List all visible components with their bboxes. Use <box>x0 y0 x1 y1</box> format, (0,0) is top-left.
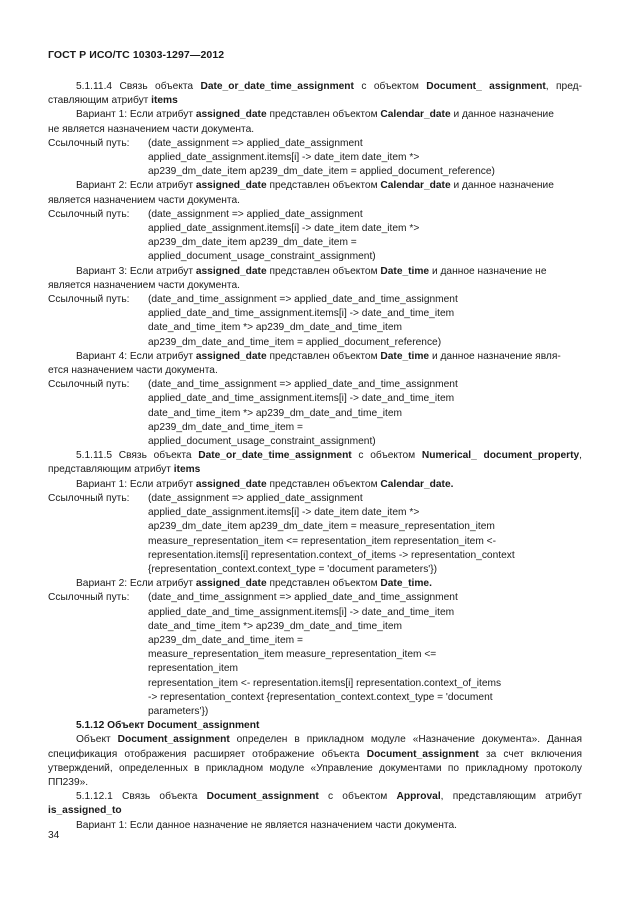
text-run: representation_item <box>148 663 239 675</box>
text-line <box>48 634 582 648</box>
text-line <box>48 307 582 321</box>
text-run: не является назначением части документа. <box>48 123 255 135</box>
text-run: (date_assignment => applied_date_assignment <box>148 208 363 220</box>
text-line <box>48 677 582 691</box>
page-content <box>48 80 582 833</box>
bold-term: items <box>151 95 178 107</box>
text-run: представлен объектом <box>266 578 381 590</box>
text-line <box>48 108 582 122</box>
text-run: ap239_dm_date_and_time_item = <box>148 421 303 433</box>
text-run: , представляющим атрибут <box>440 791 583 803</box>
text-run: (date_and_time_assignment => applied_date_and_time_assignment <box>148 294 458 306</box>
page-header: ГОСТ Р ИСО/ТС 10303-1297—2012 <box>48 49 225 61</box>
text-line <box>48 463 582 477</box>
text-line <box>48 194 582 208</box>
text-run: представляющим атрибут <box>48 464 174 476</box>
text-line <box>48 80 582 94</box>
text-run: ap239_dm_date_item ap239_dm_date_item = measure_representation_item <box>148 521 495 533</box>
text-line <box>48 535 582 549</box>
bold-term: Calendar_date <box>380 109 451 121</box>
text-line <box>48 279 582 293</box>
bold-term: Date_or_date_time_assignment <box>198 450 352 462</box>
text-line <box>48 733 582 747</box>
text-run: представлен объектом <box>266 109 381 121</box>
text-line <box>48 449 582 463</box>
bold-term: Document_ assignment <box>426 81 546 92</box>
text-line <box>48 407 582 421</box>
text-line <box>48 435 582 449</box>
text-run: является назначением части документа. <box>48 194 240 206</box>
text-run: утверждений, определенных в прикладном модуле «Управление документами по прикладному протоколу <box>48 762 582 774</box>
text-run: ставляющим атрибут <box>48 95 152 107</box>
bold-term: Document_assignment <box>366 748 479 760</box>
text-run: 5.1.12.1 Связь объекта <box>76 791 207 803</box>
bold-term: Date_time. <box>380 578 432 590</box>
text-run: applied_date_assignment.items[i] -> date_item date_item *> <box>148 152 420 164</box>
text-run: за счет включения <box>478 748 582 760</box>
text-run: ap239_dm_date_item ap239_dm_date_item = applied_document_reference) <box>148 166 495 178</box>
reference-path-label: Ссылочный путь: <box>48 379 130 391</box>
text-run: applied_date_and_time_assignment.items[i] -> date_and_time_item <box>148 393 455 405</box>
text-line <box>48 378 582 392</box>
text-run: ПП239». <box>48 776 89 788</box>
text-line <box>48 804 582 818</box>
bold-term: assigned_date <box>195 109 267 121</box>
text-run: и данное назначение <box>450 180 554 192</box>
text-line <box>48 620 582 634</box>
bold-term: Calendar_date <box>380 180 451 192</box>
text-run: ap239_dm_date_and_time_item = <box>148 634 303 646</box>
text-run: Вариант 1: Если атрибут <box>76 478 196 490</box>
text-line <box>48 208 582 222</box>
text-run: applied_date_assignment.items[i] -> date_item date_item *> <box>148 507 420 519</box>
text-run: , <box>579 450 582 462</box>
text-line <box>48 293 582 307</box>
bold-term: assigned_date <box>195 350 267 362</box>
text-line <box>48 350 582 364</box>
text-run: и данное назначение явля- <box>429 350 561 362</box>
text-line <box>48 392 582 406</box>
bold-term: is_assigned_to <box>48 805 122 817</box>
text-run: определен в прикладном модуле «Назначение документа». Данная <box>229 734 582 746</box>
text-run: applied_document_usage_constraint_assignment) <box>148 436 376 448</box>
text-run: measure_representation_item measure_representation_item <= <box>148 649 437 661</box>
text-line <box>48 94 582 108</box>
text-line <box>48 236 582 250</box>
text-line <box>48 364 582 378</box>
text-line <box>48 549 582 563</box>
text-run: (date_assignment => applied_date_assignment <box>148 137 363 149</box>
bold-term: Date_time <box>380 350 430 362</box>
text-run: является назначением части документа. <box>48 279 240 291</box>
bold-term: Date_or_date_time_assignment <box>200 81 354 92</box>
text-line <box>48 336 582 350</box>
text-run: {representation_context.context_type = 'document parameters'}) <box>148 563 438 575</box>
text-line <box>48 421 582 435</box>
text-line <box>48 762 582 776</box>
bold-term: assigned_date <box>195 265 267 277</box>
bold-term: Calendar_date. <box>380 478 454 490</box>
text-line <box>48 563 582 577</box>
text-line <box>48 648 582 662</box>
text-run: и данное назначение не <box>429 265 547 277</box>
text-line <box>48 492 582 506</box>
text-run: 5.1.11.4 Связь объекта <box>76 81 201 92</box>
text-run: с объектом <box>351 450 422 462</box>
text-line <box>48 250 582 264</box>
text-run: (date_and_time_assignment => applied_date_and_time_assignment <box>148 379 458 391</box>
text-run: представлен объектом <box>266 478 381 490</box>
text-run: Вариант 1: Если данное назначение не является назначением части документа. <box>76 819 457 831</box>
text-run: (date_assignment => applied_date_assignment <box>148 492 363 504</box>
bold-term: assigned_date <box>195 478 267 490</box>
text-run: date_and_time_item *> ap239_dm_date_and_time_item <box>148 407 403 419</box>
bold-term: assigned_date <box>195 578 267 590</box>
text-run: представлен объектом <box>266 180 381 192</box>
text-line <box>48 691 582 705</box>
text-run: -> representation_context {representation_context.context_type = 'document <box>148 691 493 703</box>
text-line <box>48 606 582 620</box>
text-run: представлен объектом <box>266 350 381 362</box>
text-line <box>48 790 582 804</box>
text-run: Вариант 1: Если атрибут <box>76 109 196 121</box>
bold-term: Document_assignment <box>206 791 319 803</box>
bold-term: 5.1.12 Объект Document_assignment <box>76 720 260 732</box>
text-run: (date_and_time_assignment => applied_date_and_time_assignment <box>148 592 458 604</box>
text-line <box>48 819 582 833</box>
text-run: Вариант 2: Если атрибут <box>76 578 196 590</box>
text-run: Объект <box>76 734 118 746</box>
text-run: ap239_dm_date_item ap239_dm_date_item = <box>148 237 357 249</box>
bold-term: assigned_date <box>195 180 267 192</box>
reference-path-label: Ссылочный путь: <box>48 208 130 220</box>
bold-term: Date_time <box>380 265 430 277</box>
text-run: parameters'}) <box>148 705 209 717</box>
text-line <box>48 478 582 492</box>
text-run: ap239_dm_date_and_time_item = applied_document_reference) <box>148 336 442 348</box>
text-line <box>48 265 582 279</box>
text-line <box>48 577 582 591</box>
text-line <box>48 506 582 520</box>
text-run: date_and_time_item *> ap239_dm_date_and_time_item <box>148 620 403 632</box>
text-line <box>48 151 582 165</box>
text-run: measure_representation_item <= representation_item representation_item <- <box>148 535 496 547</box>
text-run: и данное назначение <box>450 109 554 121</box>
text-run: applied_document_usage_constraint_assignment) <box>148 251 376 263</box>
bold-term: items <box>173 464 201 476</box>
text-line <box>48 179 582 193</box>
text-run: с объектом <box>318 791 397 803</box>
text-run: applied_date_assignment.items[i] -> date_item date_item *> <box>148 223 420 235</box>
text-line <box>48 520 582 534</box>
text-line <box>48 321 582 335</box>
text-run: applied_date_and_time_assignment.items[i] -> date_and_time_item <box>148 606 455 618</box>
reference-path-label: Ссылочный путь: <box>48 492 130 504</box>
text-run: date_and_time_item *> ap239_dm_date_and_time_item <box>148 322 403 334</box>
text-line <box>48 748 582 762</box>
text-line <box>48 719 582 733</box>
text-run: представлен объектом <box>266 265 381 277</box>
reference-path-label: Ссылочный путь: <box>48 294 130 306</box>
text-run: ется назначением части документа. <box>48 365 218 377</box>
text-run: 5.1.11.5 Связь объекта <box>76 450 199 462</box>
text-line <box>48 123 582 137</box>
text-run: спецификация отображения расширяет отображение объекта <box>48 748 367 760</box>
bold-term: Approval <box>396 791 441 803</box>
text-run: applied_date_and_time_assignment.items[i] -> date_and_time_item <box>148 308 455 320</box>
text-run: с объектом <box>353 81 427 92</box>
text-run: Вариант 2: Если атрибут <box>76 180 196 192</box>
text-run: representation_item <- representation.items[i] representation.context_of_items <box>148 677 502 689</box>
page-number: 34 <box>48 830 60 841</box>
text-line <box>48 222 582 236</box>
text-line <box>48 705 582 719</box>
text-line <box>48 662 582 676</box>
bold-term: Numerical_ document_property <box>421 450 580 462</box>
text-line <box>48 776 582 790</box>
bold-term: Document_assignment <box>117 734 230 746</box>
text-run: representation.items[i] representation.context_of_items -> representation_context <box>148 549 515 561</box>
text-run: Вариант 4: Если атрибут <box>76 350 196 362</box>
text-line <box>48 137 582 151</box>
text-run: Вариант 3: Если атрибут <box>76 265 196 277</box>
text-line <box>48 591 582 605</box>
reference-path-label: Ссылочный путь: <box>48 592 130 604</box>
reference-path-label: Ссылочный путь: <box>48 137 130 149</box>
text-run: , пред- <box>545 81 582 92</box>
text-line <box>48 165 582 179</box>
